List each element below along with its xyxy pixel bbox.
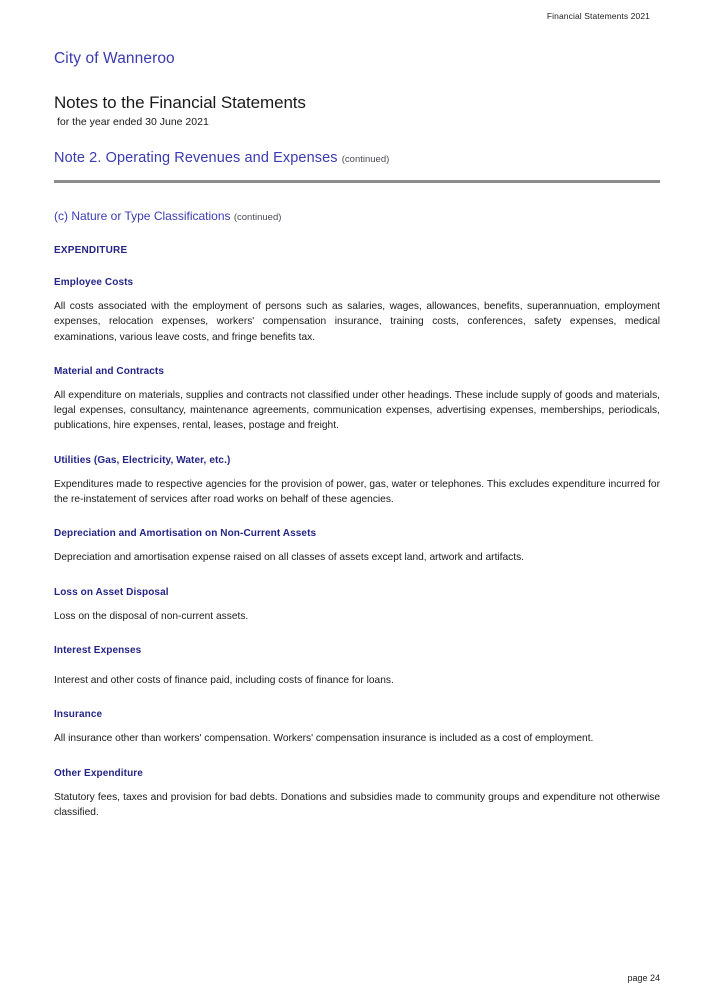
running-header: Financial Statements 2021 (546, 11, 650, 21)
heading-divider (54, 180, 660, 183)
block-heading: Employee Costs (54, 277, 134, 288)
block-heading: Utilities (Gas, Electricity, Water, etc.) (54, 454, 231, 466)
note-title: Note 2. Operating Revenues and Expenses (54, 150, 338, 166)
block-heading: Insurance (54, 709, 103, 721)
block-body: Depreciation and amortisation expense raised on all classes of assets except land, artwork and artifacts. (54, 552, 525, 564)
block-heading: Interest Expenses (54, 644, 142, 656)
expenditure-block (54, 345, 660, 434)
block-body: Expenditures made to respective agencies for the provision of power, gas, water or telephones. This excludes expenditure incurred for the re-instatement of services after road works on behalf of these agencies. (54, 478, 660, 506)
block-heading: Material and Contracts (54, 365, 165, 377)
block-heading: Loss on Asset Disposal (54, 586, 169, 598)
block-body: Interest and other costs of finance paid, including costs of finance for loans. (54, 674, 394, 686)
expenditure-block (54, 624, 660, 688)
block-heading: Depreciation and Amortisation on Non-Current Assets (54, 528, 317, 540)
expenditure-block (54, 434, 660, 508)
document-subtitle: for the year ended 30 June 2021 (57, 116, 209, 128)
document-title: Notes to the Financial Statements (54, 93, 306, 112)
page-content (54, 0, 660, 820)
block-body: Statutory fees, taxes and provision for bad debts. Donations and subsidies made to community groups and expenditure not otherwise classified. (54, 791, 660, 818)
block-body: All expenditure on materials, supplies and contracts not classified under other headings. These include supply of goods and materials, legal expenses, consultancy, maintenance agreements, communication expenses, advertising expenses, memberships, periodicals, publications, hire expenses, rental, leases, postage and freight. (54, 389, 660, 432)
block-body: All costs associated with the employment of persons such as salaries, wages, allowances, benefits, superannuation, employment expenses, relocation expenses, workers' compensation insurance, training costs, conferences, safety expenses, medical examinations, various leave costs, and fringe benefits tax. (54, 301, 660, 343)
expenditure-block (54, 747, 660, 821)
expenditure-block (54, 256, 660, 345)
block-body: Loss on the disposal of non-current assets. (54, 610, 249, 622)
expenditure-block (54, 688, 660, 746)
subsection-title: (c) Nature or Type Classifications (54, 209, 231, 223)
subsection-continued-label: (continued) (233, 212, 282, 223)
expenditure-block (54, 507, 660, 565)
page-footer: page 24 (627, 973, 660, 983)
block-heading: Other Expenditure (54, 767, 143, 779)
note-continued-label: (continued) (341, 154, 390, 165)
block-body: All insurance other than workers' compensation. Workers' compensation insurance is included as a cost of employment. (54, 733, 594, 745)
expenditure-block (54, 566, 660, 624)
note-heading (54, 128, 660, 166)
category-label-expenditure: EXPENDITURE (54, 245, 128, 256)
organisation-name: City of Wanneroo (54, 50, 175, 67)
subsection-heading (54, 191, 660, 223)
